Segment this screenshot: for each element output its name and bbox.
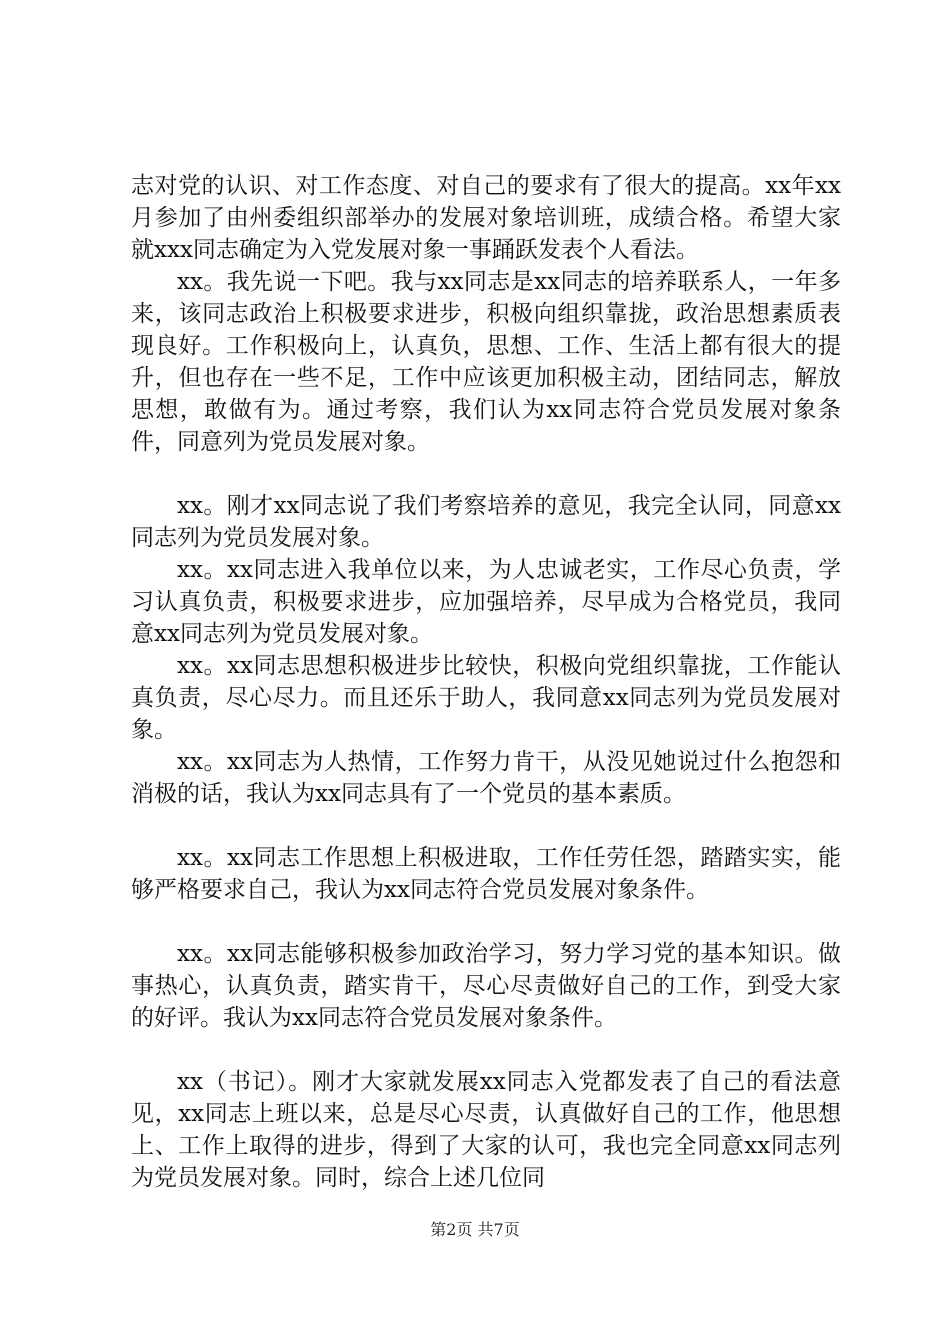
paragraph-7: xx。xx同志工作思想上积极进取，工作任劳任怨，踏踏实实，能够严格要求自己，我认为xx同志符合党员发展对象条件。 (131, 845, 841, 903)
paragraph-9: xx（书记）。刚才大家就发展xx同志入党都发表了自己的看法意见，xx同志上班以来，总是尽心尽责，认真做好自己的工作，他思想上、工作上取得的进步，得到了大家的认可，我也完全同意xx同志列为党员发展对象。同时，综合上述几位同 (131, 1069, 841, 1191)
document-body (131, 170, 841, 1194)
paragraph-2: xx。我先说一下吧。我与xx同志是xx同志的培养联系人，一年多来，该同志政治上积极要求进步，积极向组织靠拢，政治思想素质表现良好。工作积极向上，认真负，思想、工作、生活上都有很大的提升，但也存在一些不足，工作中应该更加积极主动，团结同志，解放思想，敢做有为。通过考察，我们认为xx同志符合党员发展对象条件，同意列为党员发展对象。 (131, 269, 841, 455)
page-number-footer: 第2页 共7页 (430, 1220, 520, 1239)
paragraph-1: 志对党的认识、对工作态度、对自己的要求有了很大的提高。xx年xx月参加了由州委组织部举办的发展对象培训班，成绩合格。希望大家就xxx同志确定为入党发展对象一事踊跃发表个人看法。 (131, 173, 841, 263)
paragraph-3: xx。刚才xx同志说了我们考察培养的意见，我完全认同，同意xx同志列为党员发展对象。 (131, 493, 841, 551)
paragraph-5: xx。xx同志思想积极进步比较快，积极向党组织靠拢，工作能认真负责，尽心尽力。而且还乐于助人，我同意xx同志列为党员发展对象。 (131, 653, 841, 743)
paragraph-6: xx。xx同志为人热情，工作努力肯干，从没见她说过什么抱怨和消极的话，我认为xx同志具有了一个党员的基本素质。 (131, 749, 841, 807)
paragraph-4: xx。xx同志进入我单位以来，为人忠诚老实，工作尽心负责，学习认真负责，积极要求进步，应加强培养，尽早成为合格党员，我同意xx同志列为党员发展对象。 (131, 557, 841, 647)
paragraph-8: xx。xx同志能够积极参加政治学习，努力学习党的基本知识。做事热心，认真负责，踏实肯干，尽心尽责做好自己的工作，到受大家的好评。我认为xx同志符合党员发展对象条件。 (131, 941, 841, 1031)
